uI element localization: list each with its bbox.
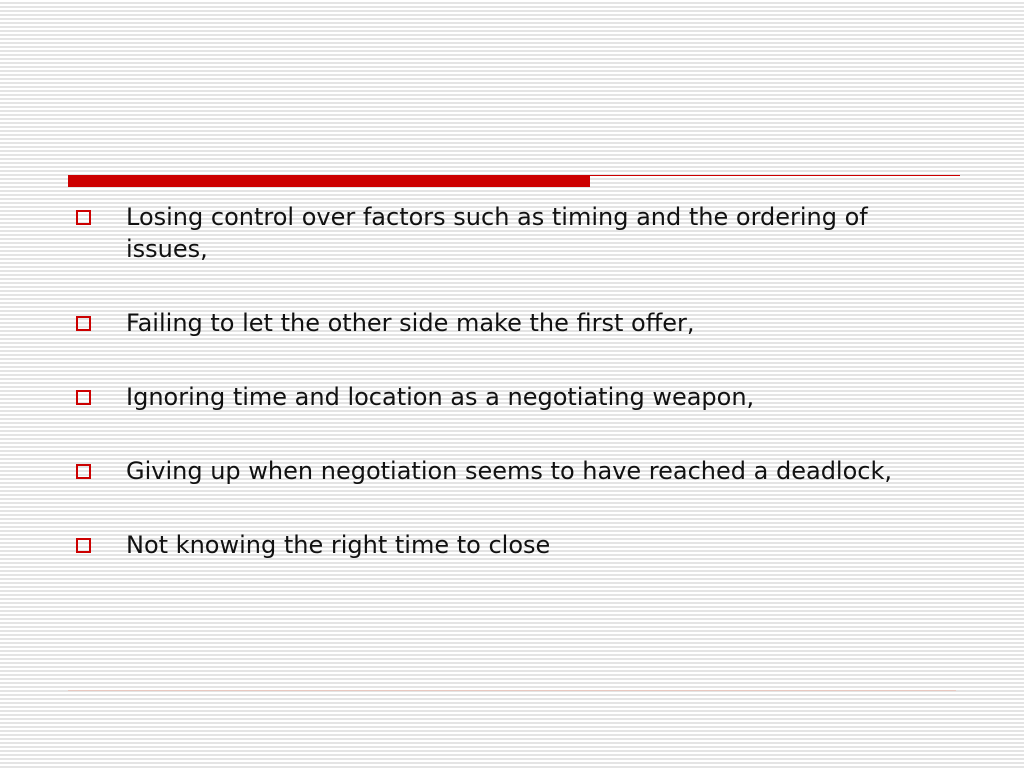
- square-bullet-icon: [76, 390, 91, 405]
- bullet-text: Ignoring time and location as a negotiating weapon,: [126, 383, 755, 411]
- square-bullet-icon: [76, 538, 91, 553]
- bullet-list: [76, 201, 906, 561]
- list-item: [76, 307, 906, 339]
- square-bullet-icon: [76, 464, 91, 479]
- bullet-text: Giving up when negotiation seems to have reached a deadlock,: [126, 457, 892, 485]
- square-bullet-icon: [76, 210, 91, 225]
- list-item: [76, 201, 906, 265]
- footer-divider: [68, 690, 956, 691]
- list-item: [76, 529, 906, 561]
- title-divider-thin: [590, 175, 960, 176]
- list-item: [76, 381, 906, 413]
- list-item: [76, 455, 906, 487]
- title-divider-thick: [68, 175, 590, 187]
- bullet-text: Losing control over factors such as timing and the ordering of issues,: [126, 203, 868, 263]
- bullet-text: Failing to let the other side make the first offer,: [126, 309, 695, 337]
- square-bullet-icon: [76, 316, 91, 331]
- bullet-text: Not knowing the right time to close: [126, 531, 551, 559]
